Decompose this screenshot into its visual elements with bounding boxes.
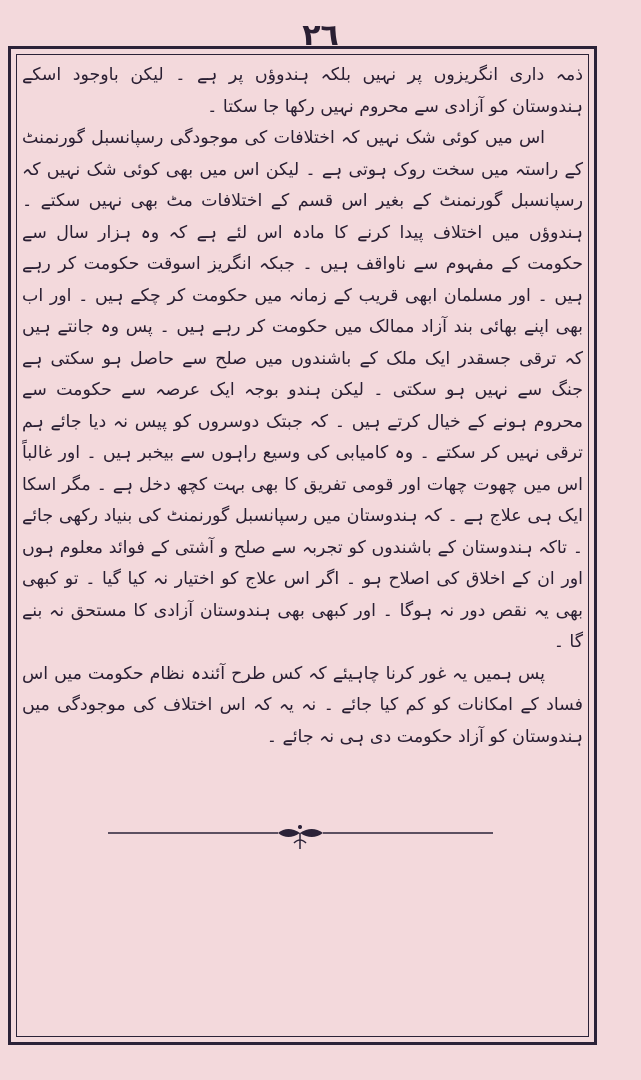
paragraph-3: پس ہمیں یہ غور کرنا چاہیئے کہ کس طرح آئندہ نظام حکومت میں اس فساد کے امکانات کو کم کیا جائے ۔ نہ یہ کہ اس اختلاف کی موجودگی میں ہندوستان کو آزاد حکومت دی ہی نہ جائے ۔ xyxy=(22,663,583,747)
page-number: ٢٦ xyxy=(302,18,339,53)
paragraph-1: ذمہ داری انگریزوں پر نہیں بلکہ ہندوؤں پر ہے ۔ لیکن باوجود اسکے ہندوستان کو آزادی سے محروم نہیں رکھا جا سکتا ۔ xyxy=(22,65,583,117)
ornament-divider xyxy=(108,823,493,853)
paragraph-2: اس میں کوئی شک نہیں کہ اختلافات کی موجودگی رسپانسبل گورنمنٹ کے راستہ میں سخت روک ہوتی ہے ۔ لیکن اس میں بھی کوئی شک نہیں کہ رسپانسبل گورنمنٹ کے بغیر اس قسم کے اختلافات مٹ بھی نہیں سکتے ۔ ہندوؤں میں اختلاف پیدا کرنے کا مادہ اس لئے ہے کہ وہ ہزار سال سے حکومت کے مفہوم سے ناواقف ہیں ۔ جبکہ انگریز اسوقت حکومت کر رہے ہیں ۔ اور مسلمان ابھی قریب کے زمانہ میں حکومت کر چکے ہیں ۔ اور اب بھی اپنے بھائی بند آزاد ممالک میں حکومت کر رہے ہیں ۔ پس وہ جانتے ہیں کہ ترقی جسقدر ایک ملک کے باشندوں میں صلح سے حاصل ہو سکتی ہے جنگ سے نہیں ہو سکتی ۔ لیکن ہندو بوجہ ایک عرصہ سے حکومت سے محروم ہونے کے خیال کرتے ہیں ۔ کہ جبتک دوسروں کو پیس نہ دیا جائے ہم ترقی نہیں کر سکتے ۔ وہ کامیابی کی وسیع راہوں سے بیخبر ہیں ۔ اور غالباً اس میں چھوت چھات اور قومی تفریق کا بھی بہت کچھ دخل ہے ۔ مگر اسکا ایک ہی علاج ہے ۔ کہ ہندوستان میں رسپانسبل گورنمنٹ کی بنیاد رکھی جائے ۔ تاکہ ہندوستان کے باشندوں کو تجربہ سے صلح و آشتی کے فوائد معلوم ہوں اور ان کے اخلاق کی اصلاح ہو ۔ اگر اس علاج کو اختیار نہ کیا گیا ۔ تو کبھی بھی یہ نقص دور نہ ہوگا ۔ اور کبھی بھی ہندوستان آزادی کا مستحق نہ بنے گا ۔ xyxy=(22,128,583,652)
body-text xyxy=(22,60,583,753)
